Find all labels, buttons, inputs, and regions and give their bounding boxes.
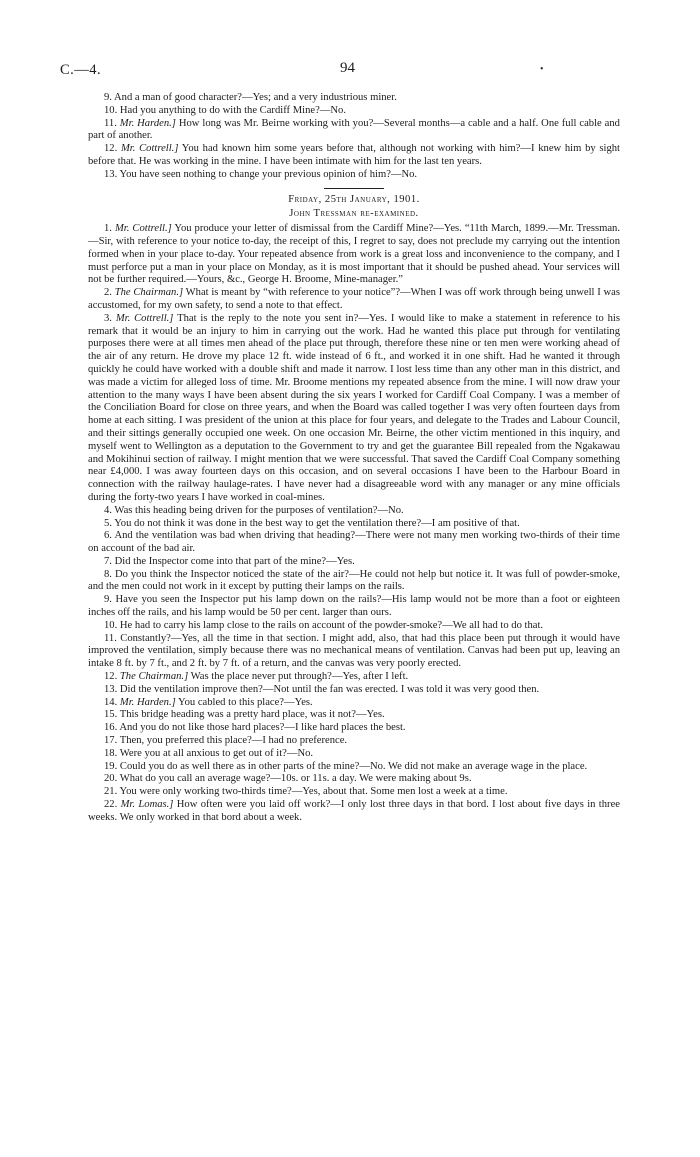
speaker-name: The Chairman.] [119, 671, 189, 683]
question-number: 4. [104, 504, 112, 516]
question-text: You do not think it was done in the best way to get the ventilation there?—I am positive of that. [114, 517, 520, 529]
question-number: 13. [104, 683, 118, 695]
question-paragraph [88, 735, 620, 748]
question-text: Do you think the Inspector noticed the state of the air?—He could not help but notice it. It was full of powder-smoke, and the men could not work in it except by putting their lamps on the rails. [88, 568, 620, 593]
question-paragraph [88, 748, 620, 761]
question-text: You were only working two-thirds time?—Yes, about that. Some men lost a week at a time. [119, 786, 508, 798]
speaker-name: Mr. Cottrell.] [114, 223, 172, 235]
question-text: Did the Inspector come into that part of the mine?—Yes. [114, 555, 355, 567]
question-text: Constantly?—Yes, all the time in that section. I might add, also, that had this place been put through it would have improved the ventilation, simply because there was no mechanical means of ventilation. Canvas had been put up, leaving an intake 8 ft. by 7 ft., and 2 ft. by 7 ft. of a return, and the canvas was very poorly erected. [88, 632, 620, 670]
question-number: 15. [104, 709, 118, 721]
speaker-name: Mr. Harden.] [119, 117, 176, 129]
question-paragraph [88, 313, 620, 505]
question-paragraph [88, 722, 620, 735]
question-number: 13. [104, 168, 118, 180]
print-speck: • [540, 64, 544, 75]
question-paragraph [88, 620, 620, 633]
question-number: 10. [104, 619, 118, 631]
speaker-name: Mr. Harden.] [119, 696, 176, 708]
question-paragraph [88, 223, 620, 287]
question-number: 20. [104, 773, 118, 785]
question-text: What do you call an average wage?—10s. or 11s. a day. We were making about 9s. [119, 773, 472, 785]
question-text: Then, you preferred this place?—I had no preference. [119, 735, 348, 747]
evidence-section-1 [88, 92, 620, 182]
question-text: How long was Mr. Beirne working with you?—Several months—a cable and a half. One full cable and part of another. [88, 117, 620, 142]
question-paragraph [88, 786, 620, 799]
question-number: 5. [104, 517, 112, 529]
question-paragraph [88, 633, 620, 671]
speaker-name: Mr. Cottrell.] [120, 143, 179, 155]
section-divider [324, 188, 384, 189]
question-paragraph [88, 169, 620, 182]
question-paragraph [88, 671, 620, 684]
question-text: And you do not like those hard places?—I like hard places the best. [119, 722, 406, 734]
speaker-name: Mr. Cottrell.] [115, 312, 174, 324]
question-number: 3. [104, 312, 112, 324]
question-text: He had to carry his lamp close to the rails on account of the powder-smoke?—We all had to do that. [119, 619, 544, 631]
question-paragraph [88, 799, 620, 825]
question-number: 2. [104, 287, 112, 299]
question-paragraph [88, 697, 620, 710]
question-text: You had known him some years before that, although not working with him?—I knew him by sight before that. He was working in the mine. I have been intimate with him for the last ten years. [88, 143, 620, 167]
question-text: How often were you laid off work?—I only lost three days in that bord. I lost about five days in three weeks. We only worked in that bord about a week. [88, 799, 620, 823]
question-number: 6. [104, 530, 112, 542]
question-number: 8. [104, 568, 112, 580]
question-paragraph [88, 761, 620, 774]
question-paragraph [88, 505, 620, 518]
question-number: 19. [104, 760, 118, 772]
question-paragraph [88, 143, 620, 169]
question-paragraph [88, 105, 620, 118]
question-text: Had you anything to do with the Cardiff Mine?—No. [119, 104, 346, 116]
question-paragraph [88, 594, 620, 620]
speaker-name: Mr. Lomas.] [120, 799, 174, 811]
question-text: And a man of good character?—Yes; and a very industrious miner. [114, 92, 397, 103]
question-number: 12. [104, 143, 118, 155]
question-number: 18. [104, 747, 118, 759]
question-number: 14. [104, 696, 118, 708]
evidence-section-2 [88, 223, 620, 824]
date-heading: Friday, 25th January, 1901. [288, 193, 420, 205]
question-paragraph [88, 684, 620, 697]
question-text: Was the place never put through?—Yes, after I left. [190, 671, 409, 683]
question-paragraph [88, 287, 620, 313]
question-text: Was this heading being driven for the purposes of ventilation?—No. [114, 504, 404, 516]
question-number: 9. [104, 92, 112, 103]
question-text: You have seen nothing to change your previous opinion of him?—No. [119, 168, 418, 180]
question-number: 17. [104, 735, 118, 747]
question-number: 16. [104, 722, 118, 734]
question-text: You cabled to this place?—Yes. [178, 696, 313, 708]
question-text: Were you at all anxious to get out of it?—No. [119, 747, 314, 759]
question-paragraph [88, 556, 620, 569]
question-number: 12. [104, 671, 118, 683]
question-number: 9. [104, 594, 112, 606]
question-paragraph [88, 709, 620, 722]
question-paragraph [88, 118, 620, 144]
question-paragraph [88, 773, 620, 786]
question-paragraph [88, 530, 620, 556]
question-paragraph [88, 569, 620, 595]
question-number: 1. [104, 223, 112, 235]
question-text: You produce your letter of dismissal from the Cardiff Mine?—Yes. “11th March, 1899.—Mr. Tressman.—Sir, with reference to your notice to-day, the receipt of this, I regret to say, does not preclude my carrying out the intention formed when in your place to-day. Your repeated absence from work is a great loss and inconvenience to the company, and I must perforce put a man in your place on Monday, as it is most important that it should be pushed ahead. Your services will not be further required.—Yours, &c., George H. Broome, Mine-manager.” [88, 223, 620, 286]
question-number: 11. [104, 117, 117, 129]
page-number: 94 [340, 60, 355, 76]
question-number: 21. [104, 786, 118, 798]
document-reference: C.—4. [60, 62, 102, 78]
question-paragraph [88, 92, 620, 105]
question-text: Did the ventilation improve then?—Not until the fan was erected. I was told it was very good then. [119, 683, 540, 695]
question-text: This bridge heading was a pretty hard place, was it not?—Yes. [119, 709, 385, 721]
document-body [88, 92, 620, 825]
question-number: 22. [104, 799, 118, 811]
question-text: Have you seen the Inspector put his lamp down on the rails?—His lamp would not be more than a foot or eighteen inches off the rails, and his lamp would be 50 per cent. larger than ours. [88, 594, 620, 619]
question-text: That is the reply to the note you sent in?—Yes. I would like to make a statement in reference to his remark that it would be an injury to him in carrying out the work. Had he wanted this place put through for ventilating purposes there were at all times men ahead of the place put through, therefore these nine or ten men were working ahead of the air of any return. He drove my place 12 ft. wide instead of 6 ft., and worked it in one shift. Had he wanted it through quickly he could have worked with a double shift and made it narrow. I lost less time than any other man in this district, and was made a victim for alleged loss of time. Mr. Broome mentions my repeated absence from the mine. I will now draw your attention to the many ways I have been absent during the six years I worked for Cardiff Coal Company. I was a member of the Conciliation Board for close on three years, and when the Board was called together I was very often fourteen days from home at each sitting. I was president of the union at this place for four years, and delegate to the Trades and Labour Council, and their sittings generally occupied one week. On one occasion Mr. Beirne, the other victim mentioned in this inquiry, and myself went to Wellington as a deputation to the Government to try and get the guarantee Bill repealed from the Ngakawau and Mokihinui section of railway. I might mention that we were successful. That saved the Cardiff Coal Company something near £4,000. I was away fourteen days on this occasion, and on several occasions I have been to the Harbour Board in connection with the railway haulage-rates. I have never had a disagreeable word with any manager or any mine officials during the forty-two years I have worked in coal-mines. [88, 312, 620, 503]
question-number: 11. [104, 632, 117, 644]
question-paragraph [88, 518, 620, 531]
question-text: And the ventilation was bad when driving that heading?—There were not many men working two-thirds of their time on account of the bad air. [88, 530, 620, 555]
question-number: 7. [104, 555, 112, 567]
question-number: 10. [104, 104, 118, 116]
speaker-name: The Chairman.] [114, 287, 184, 299]
question-text: Could you do as well there as in other parts of the mine?—No. We did not make an average wage in the place. [119, 760, 588, 772]
question-text: What is meant by “with reference to your notice”?—When I was off work through being unwell I was accustomed, for my own safety, to send a note to that effect. [88, 287, 620, 311]
witness-heading: John Tressman re-examined. [289, 208, 419, 220]
